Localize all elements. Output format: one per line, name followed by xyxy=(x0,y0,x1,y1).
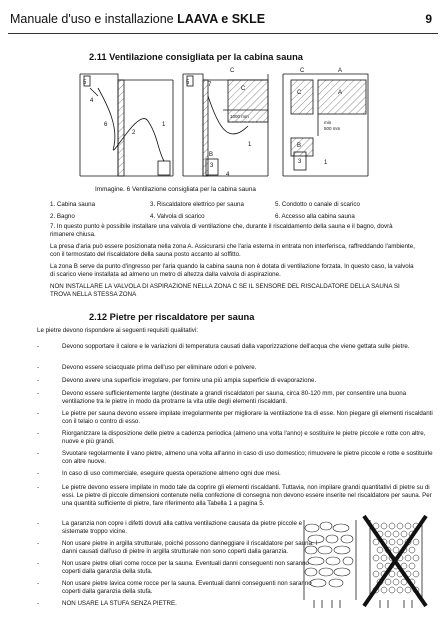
legend-item: 5. Condotto o canale di scarico xyxy=(275,201,360,208)
page-header xyxy=(10,12,436,34)
page-number: 9 xyxy=(425,12,432,26)
svg-text:A: A xyxy=(338,68,343,74)
stones-illustration xyxy=(298,512,428,612)
svg-text:1: 1 xyxy=(248,142,252,148)
stones-incorrect-crossed-illustration xyxy=(364,516,426,608)
svg-text:6: 6 xyxy=(104,122,108,128)
header-divider xyxy=(8,33,438,34)
svg-text:B: B xyxy=(297,143,302,149)
legend-item-7: 7. In questo punto è possibile installare una valvola di ventilazione che, durante il riscaldamento della sauna e il bagno, dovrà rimanere chiusa. xyxy=(50,223,393,239)
svg-text:5: 5 xyxy=(83,80,87,86)
paragraph-zone-a: La presa d'aria può essere posizionata nella zona A. Assicurarsi che l'aria esterna in entrata non interferisca, raffreddando l'ambiente, con il termostato del riscaldatore della sauna posto accanto al soffitto. xyxy=(50,243,415,259)
paragraph-zone-b: La zona B serve da punto d'ingresso per l'aria quando la cabina sauna non è dotata di ventilazione forzata. In questo caso, la valvola di scarico viene installata ad almeno un metro di altezza dalla valvola di aspirazione. xyxy=(50,263,414,279)
svg-text:2: 2 xyxy=(132,130,136,136)
section-title-2-12: 2.12 Pietre per riscaldatore per sauna xyxy=(89,312,255,322)
svg-text:3: 3 xyxy=(210,163,214,169)
paragraph-warning-zone-c: NON INSTALLARE LA VALVOLA DI ASPIRAZIONE NELLA ZONA C SE IL SENSORE DEL RISCALDATORE DELLA SAUNA SI TROVA NELLA STESSA ZONA xyxy=(50,283,400,299)
svg-text:C: C xyxy=(241,86,246,92)
svg-text:4: 4 xyxy=(226,172,230,178)
section-title-2-11: 2.11 Ventilazione consigliata per la cabina sauna xyxy=(89,52,303,62)
sauna-ventilation-diagram xyxy=(78,66,378,178)
svg-text:3: 3 xyxy=(298,159,302,165)
svg-text:500 mm: 500 mm xyxy=(324,126,341,131)
svg-text:4: 4 xyxy=(90,98,94,104)
svg-text:B: B xyxy=(209,152,214,158)
svg-text:min: min xyxy=(324,120,332,125)
legend-item: 4. Valvola di scarico xyxy=(150,213,205,220)
figure-caption: Immagine. 6 Ventilazione consigliata per la cabina sauna xyxy=(95,186,256,193)
legend-item: 6. Accesso alla cabina sauna xyxy=(275,213,355,220)
svg-text:1: 1 xyxy=(162,122,166,128)
svg-text:C: C xyxy=(297,90,302,96)
svg-text:C: C xyxy=(300,68,305,74)
section-intro: Le pietre devono rispondere ai seguenti requisiti qualitativi: xyxy=(37,327,198,334)
legend-item: 3. Riscaldatore elettrico per sauna xyxy=(150,201,244,208)
stones-correct-illustration xyxy=(304,520,356,608)
svg-text:1000 mm: 1000 mm xyxy=(230,114,249,119)
legend-item: 2. Bagno xyxy=(50,213,75,220)
legend-item: 1. Cabina sauna xyxy=(50,201,96,208)
svg-text:A: A xyxy=(338,90,343,96)
svg-text:C: C xyxy=(230,68,235,74)
svg-text:5: 5 xyxy=(186,80,190,86)
manual-title: Manuale d'uso e installazione LAAVA e SKLE xyxy=(10,12,266,26)
svg-text:1: 1 xyxy=(324,160,328,166)
svg-text:7: 7 xyxy=(208,82,212,88)
